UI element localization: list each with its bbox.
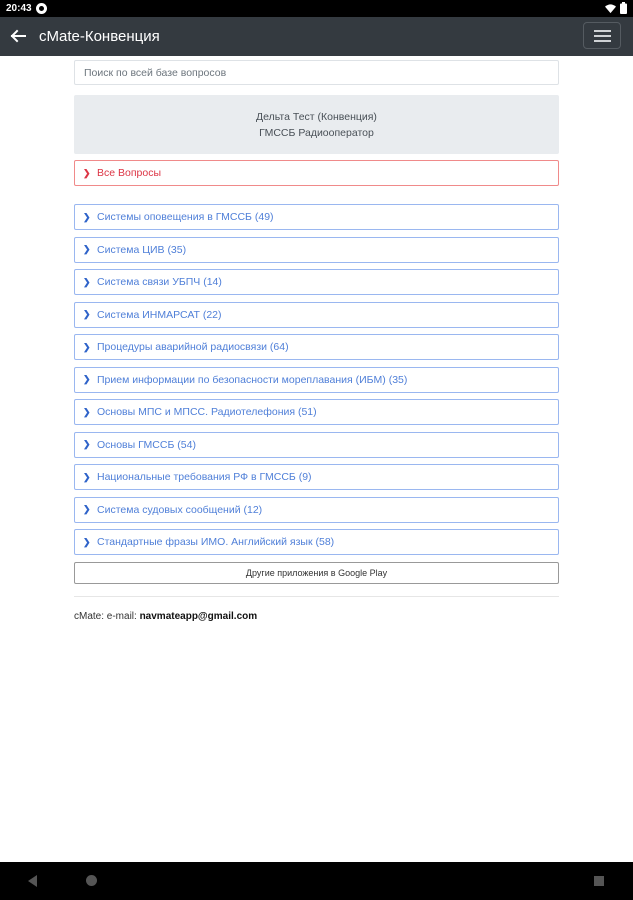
status-bar	[0, 0, 633, 17]
test-name: Дельта Тест (Конвенция)	[256, 111, 377, 123]
chevron-right-icon: ❯	[83, 439, 91, 449]
category-item[interactable]	[74, 399, 559, 425]
nav-back-icon[interactable]	[28, 875, 37, 887]
test-info-box	[74, 95, 559, 154]
category-item[interactable]	[74, 334, 559, 360]
nav-recents-icon[interactable]	[594, 876, 604, 886]
page-title: cMate-Конвенция	[39, 28, 160, 45]
app-bar	[0, 17, 633, 56]
battery-icon	[620, 2, 627, 14]
category-label: Стандартные фразы ИМО. Английский язык (58)	[97, 536, 335, 548]
category-label: Система ЦИВ (35)	[97, 243, 187, 256]
chevron-right-icon: ❯	[83, 504, 91, 514]
nav-home-icon[interactable]	[86, 875, 97, 886]
category-label: Прием информации по безопасности мореплавания (ИБМ) (35)	[97, 373, 408, 386]
category-item[interactable]	[74, 432, 559, 458]
footer-prefix: cMate: e-mail:	[74, 610, 140, 622]
all-questions-button[interactable]	[74, 160, 559, 186]
category-label: Процедуры аварийной радиосвязи (64)	[97, 341, 289, 353]
chevron-right-icon: ❯	[83, 341, 91, 352]
category-item[interactable]	[74, 529, 559, 555]
chevron-right-icon: ❯	[83, 309, 91, 319]
wifi-icon	[605, 3, 616, 14]
category-item[interactable]	[74, 497, 559, 523]
category-item[interactable]	[74, 237, 559, 263]
chevron-right-icon: ❯	[83, 374, 91, 384]
chevron-right-icon: ❯	[83, 244, 91, 254]
status-time: 20:43	[6, 3, 32, 14]
chevron-right-icon: ❯	[83, 276, 91, 287]
category-item[interactable]	[74, 464, 559, 490]
category-label: Система связи УБПЧ (14)	[97, 276, 222, 288]
back-arrow-icon[interactable]	[9, 26, 27, 46]
category-item[interactable]	[74, 269, 559, 295]
google-notification-icon	[36, 3, 47, 14]
category-label: Система судовых сообщений (12)	[97, 503, 263, 516]
category-label: Основы МПС и МПСС. Радиотелефония (51)	[97, 406, 317, 418]
category-item[interactable]	[74, 367, 559, 393]
google-play-button[interactable]: Другие приложения в Google Play	[74, 562, 559, 584]
category-label: Национальные требования РФ в ГМССБ (9)	[97, 471, 312, 483]
chevron-right-icon: ❯	[83, 471, 91, 482]
chevron-right-icon: ❯	[83, 406, 91, 417]
chevron-right-icon: ❯	[83, 536, 91, 547]
category-label: Системы оповещения в ГМССБ (49)	[97, 211, 274, 223]
category-label: Система ИНМАРСАТ (22)	[97, 308, 222, 321]
hamburger-menu-button[interactable]	[583, 22, 621, 49]
system-nav-bar	[0, 862, 633, 900]
category-list	[74, 204, 559, 555]
hamburger-icon	[594, 30, 611, 32]
main-content	[74, 60, 559, 622]
chevron-right-icon: ❯	[83, 167, 91, 178]
email-link[interactable]: navmateapp@gmail.com	[139, 610, 258, 622]
search-input[interactable]	[74, 60, 559, 85]
category-label: Основы ГМССБ (54)	[97, 438, 196, 451]
all-questions-label: Все Вопросы	[97, 167, 162, 179]
chevron-right-icon: ❯	[83, 211, 91, 222]
status-icons	[605, 2, 627, 14]
test-subtitle: ГМССБ Радиооператор	[259, 127, 374, 139]
footer-contact	[74, 611, 559, 622]
divider	[74, 596, 559, 597]
category-item[interactable]	[74, 302, 559, 328]
category-item[interactable]	[74, 204, 559, 230]
